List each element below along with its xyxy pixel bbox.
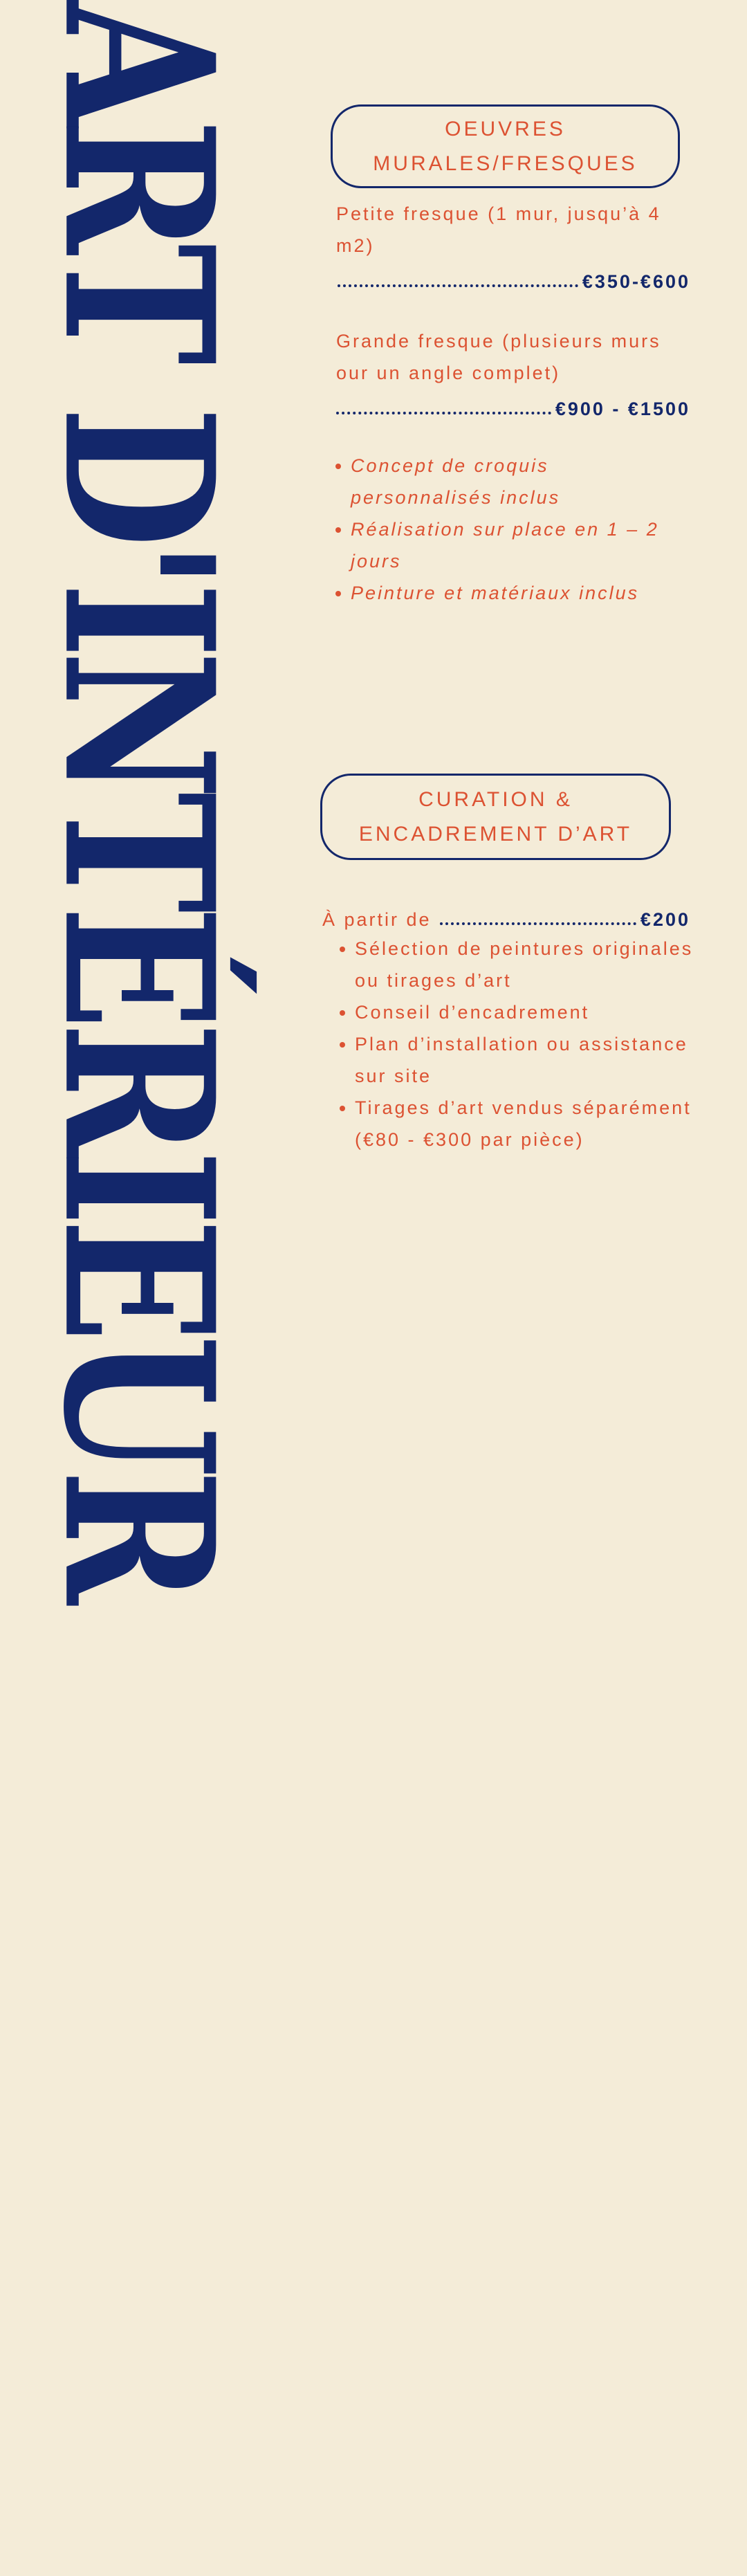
list-item: Tirages d’art vendus séparément (€80 - €300 par pièce) <box>340 1092 699 1155</box>
list-item: Peinture et matériaux inclus <box>335 577 695 609</box>
small-mural-label: Petite fresque (1 mur, jusqu’à 4 m2) <box>336 203 661 256</box>
large-mural-price: €900 - €1500 <box>555 399 690 419</box>
list-item: Conseil d’encadrement <box>340 996 699 1028</box>
murals-heading-pill <box>331 104 680 188</box>
vertical-title <box>18 0 259 1598</box>
murals-features-list <box>335 450 695 609</box>
vertical-title-text: ART D'INTÉRIEUR <box>18 0 259 1598</box>
list-item: Plan d’installation ou assistance sur site <box>340 1028 699 1092</box>
small-mural-price-row <box>338 265 690 293</box>
curation-price: €200 <box>640 909 690 930</box>
small-mural-price: €350-€600 <box>582 271 690 292</box>
leader-dots <box>336 412 551 414</box>
list-item: Sélection de peintures originales ou tirages d’art <box>340 933 699 996</box>
vertical-title-wrap <box>18 0 259 1598</box>
curation-heading-pill <box>320 774 671 860</box>
curation-from-label: À partir de <box>322 909 432 930</box>
leader-dots <box>440 922 636 925</box>
list-item: Concept de croquis personnalisés inclus <box>335 450 695 513</box>
curation-heading: CURATION & ENCADREMENT D’ART <box>358 787 633 846</box>
murals-heading: OEUVRES MURALES/FRESQUES <box>373 117 638 175</box>
list-item: Réalisation sur place en 1 – 2 jours <box>335 513 695 577</box>
large-mural-price-row <box>336 392 690 420</box>
curation-price-row <box>322 903 690 931</box>
leader-dots <box>338 284 578 287</box>
curation-features-list <box>340 933 699 1155</box>
large-mural-label: Grande fresque (plusieurs murs our un angle complet) <box>336 331 661 383</box>
